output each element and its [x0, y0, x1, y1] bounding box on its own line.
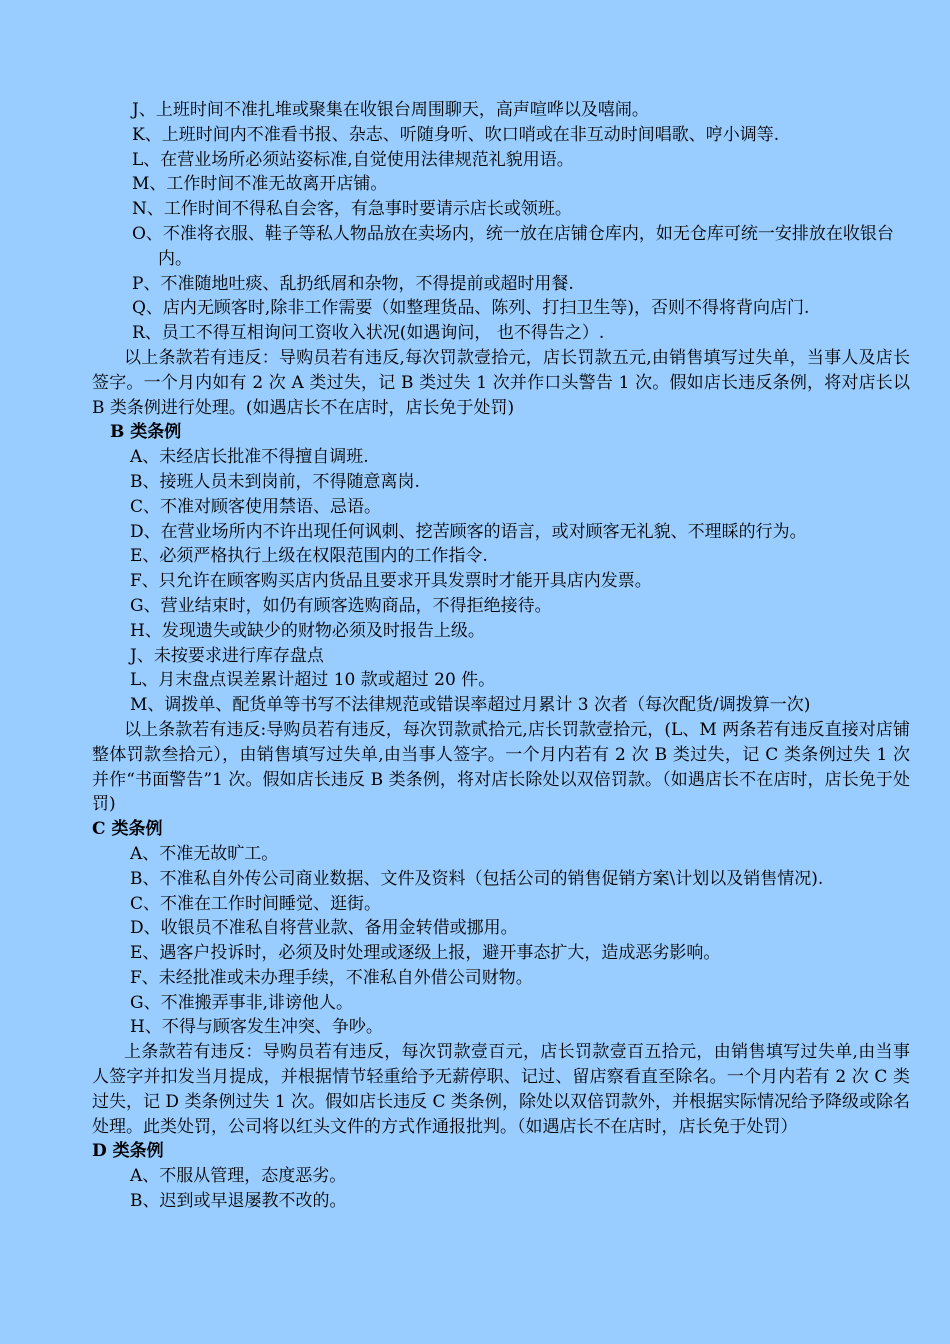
rule-c-g: G、不准搬弄事非,诽谤他人。: [130, 992, 353, 1013]
rule-c-f: F、未经批准或未办理手续，不准私自外借公司财物。: [130, 967, 533, 988]
rule-b-g: G、营业结束时，如仍有顾客选购商品，不得拒绝接待。: [130, 595, 552, 616]
rule-a-r: R、员工不得互相询问工资收入状况(如遇询问， 也不得告之）.: [132, 323, 605, 344]
rule-c-c: C、不准在工作时间睡觉、逛街。: [130, 893, 382, 914]
rule-c-d: D、收银员不准私自将营业款、备用金转借或挪用。: [130, 918, 518, 939]
rule-a-n: N、工作时间不得私自会客，有急事时要请示店长或领班。: [132, 199, 572, 220]
section-a-penalty: 以上条款若有违反：导购员若有违反,每次罚款壹拾元，店长罚款五元,由销售填写过失单，当事人及店长签字。一个月内如有 2 次 A 类过失，记 B 类过失 1 次并作口头警告 1 次。假如店长违反条例，将对店长以 B 类条例进行处理。(如遇店长不在店时，店长免于处罚): [92, 347, 910, 418]
rule-b-e: E、必须严格执行上级在权限范围内的工作指令.: [130, 546, 488, 567]
rule-b-f: F、只允许在顾客购买店内货品且要求开具发票时才能开具店内发票。: [130, 571, 652, 592]
rule-b-j: J、未按要求进行库存盘点: [130, 645, 324, 666]
section-d-title: D 类条例: [92, 1141, 164, 1162]
section-c-title: C 类条例: [92, 819, 163, 840]
section-c-penalty: 上条款若有违反：导购员若有违反，每次罚款壹百元，店长罚款壹百五拾元，由销售填写过失单,由当事人签字并扣发当月提成，并根据情节轻重给予无薪停职、记过、留店察看直至除名。一个月内若有 2 次 C 类过失，记 D 类条例过失 1 次。假如店长违反 C 类条例，除处以双倍罚款外，并根据实际情况给予降级或除名处理。此类处罚，公司将以红头文件的方式作通报批判。（如遇店长不在店时，店长免于处罚）: [92, 1042, 910, 1137]
rule-a-p: P、不准随地吐痰、乱扔纸屑和杂物，不得提前或超时用餐.: [132, 273, 574, 294]
rule-d-b: B、迟到或早退屡教不改的。: [130, 1191, 347, 1212]
rule-b-a: A、未经店长批准不得擅自调班.: [130, 447, 369, 468]
rule-c-h: H、不得与顾客发生冲突、争吵。: [130, 1017, 383, 1038]
document-body: [92, 98, 910, 1214]
rule-b-c: C、不准对顾客使用禁语、忌语。: [130, 496, 382, 517]
rule-c-b: B、不准私自外传公司商业数据、文件及资料（包括公司的销售促销方案\计划以及销售情况).: [130, 868, 824, 889]
section-b-penalty: 以上条款若有违反:导购员若有违反，每次罚款贰拾元,店长罚款壹拾元，(L、M 两条若有违反直接对店铺整体罚款叁拾元），由销售填写过失单,由当事人签字。一个月内若有 2 次 B 类过失，记 C 类条例过失 1 次并作“书面警告”1 次。假如店长违反 B 类条例，将对店长除处以双倍罚款。（如遇店长不在店时，店长免于处罚): [92, 719, 910, 815]
rule-c-a: A、不准无故旷工。: [130, 843, 279, 864]
rule-b-h: H、发现遗失或缺少的财物必须及时报告上级。: [130, 620, 485, 641]
rule-b-m: M、调拨单、配货单等书写不法律规范或错误率超过月累计 3 次者（每次配货/调拨算一次): [130, 695, 811, 716]
rule-b-l: L、月末盘点误差累计超过 10 款或超过 20 件。: [130, 670, 496, 691]
rule-a-q: Q、店内无顾客时,除非工作需要（如整理货品、陈列、打扫卫生等)，否则不得将背向店门.: [132, 298, 810, 319]
rule-b-d: D、在营业场所内不许出现任何讽刺、挖苦顾客的语言，或对顾客无礼貌、不理睬的行为。: [130, 521, 807, 542]
rule-a-l: L、在营业场所必须站姿标准,自觉使用法律规范礼貌用语。: [132, 149, 574, 170]
rule-b-b: B、接班人员未到岗前，不得随意离岗.: [130, 471, 420, 492]
rule-a-o: O、不准将衣服、鞋子等私人物品放在卖场内，统一放在店铺仓库内，如无仓库可统一安排放在收银台内。: [132, 223, 894, 269]
section-b-title: B 类条例: [110, 422, 182, 443]
rule-a-k: K、上班时间内不准看书报、杂志、听随身听、吹口哨或在非互动时间唱歌、哼小调等.: [132, 124, 780, 145]
rule-d-a: A、不服从管理，态度恶劣。: [130, 1166, 347, 1187]
rule-c-e: E、遇客户投诉时，必须及时处理或逐级上报，避开事态扩大，造成恶劣影响。: [130, 943, 721, 964]
rule-a-m: M、工作时间不准无故离开店铺。: [132, 174, 388, 195]
rule-a-j: J、上班时间不准扎堆或聚集在收银台周围聊天，高声喧哗以及嘻闹。: [132, 100, 649, 120]
